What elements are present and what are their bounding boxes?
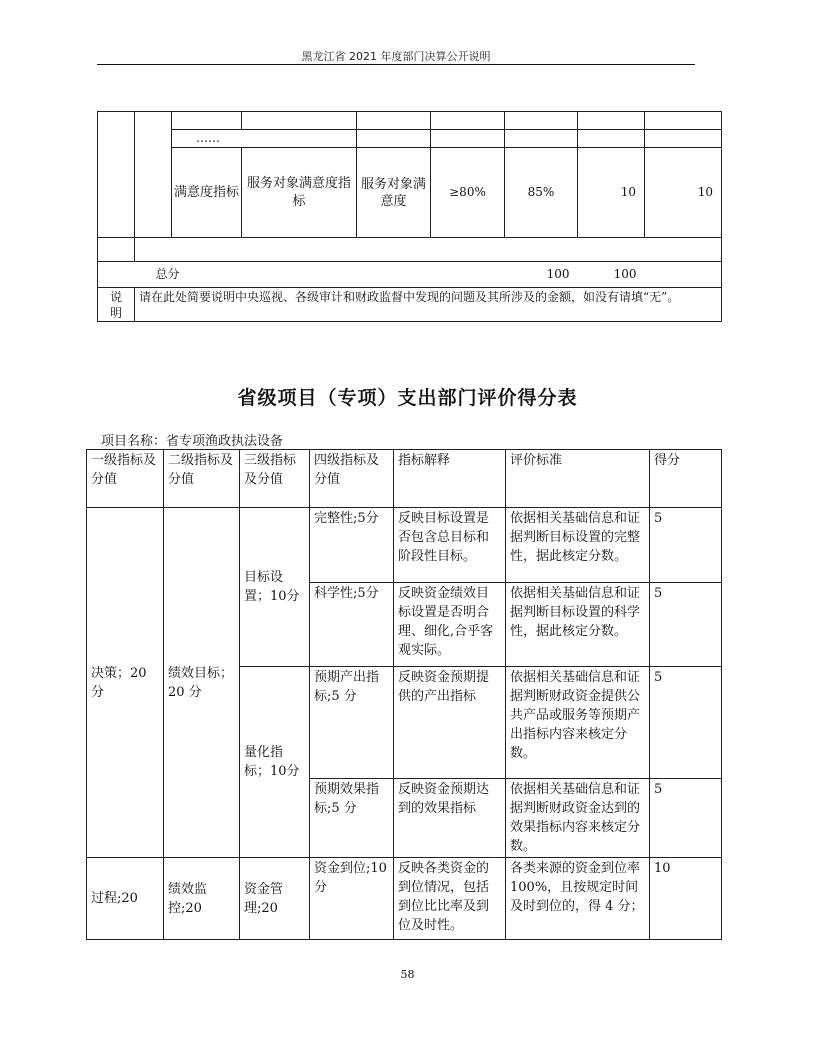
process-l3: 资金管理;20 — [240, 858, 310, 940]
row-explain: 反映目标设置是否包含总目标和阶段性目标。 — [394, 508, 506, 583]
note-text: 请在此处简要说明中央巡视、各级审计和财政监督中发现的问题及其所涉及的金额，如没有请填“无”。 — [135, 288, 722, 322]
process-score: 10 — [650, 858, 722, 940]
table-row — [87, 508, 722, 583]
page-title: 省级项目（专项）支出部门评价得分表 — [237, 387, 578, 409]
header-score: 得分 — [650, 450, 722, 508]
process-standard: 各类来源的资金到位率 100%，且按规定时间及时到位的，得 4 分； — [506, 858, 650, 940]
process-explain: 反映各类资金的到位情况，包括到位比比率及到位及时性。 — [394, 858, 506, 940]
process-l4: 资金到位;10 分 — [310, 858, 394, 940]
row-explain: 反映资金绩效目标设置是否明合理、细化,合乎客观实际。 — [394, 583, 506, 667]
row-standard: 依据相关基础信息和证据判断财政资金提供公共产品或服务等预期产出指标内容来核定分数。 — [506, 667, 650, 779]
table-row — [98, 130, 722, 148]
satisfaction-score: 10 — [645, 148, 722, 238]
row-standard: 依据相关基础信息和证据判断财政资金达到的效果指标内容来核定分数。 — [506, 779, 650, 858]
goal-l3: 目标设置；10分 — [240, 508, 310, 667]
row-standard: 依据相关基础信息和证据判断目标设置的科学性，据此核定分数。 — [506, 583, 650, 667]
header-standard: 评价标准 — [506, 450, 650, 508]
page-number: 58 — [400, 968, 415, 981]
ellipsis-cell: …… — [172, 130, 357, 148]
row-explain: 反映资金预期提供的产出指标 — [394, 667, 506, 779]
row-l4: 预期产出指标;5 分 — [310, 667, 394, 779]
page-header: 黑龙江省 2021 年度部门决算公开说明 — [301, 50, 491, 63]
total-row — [98, 262, 722, 288]
table-row — [98, 112, 722, 130]
decision-l1: 决策；20分 — [87, 508, 164, 858]
row-l4: 预期效果指标;5 分 — [310, 779, 394, 858]
decision-l2: 绩效目标；20 分 — [164, 508, 240, 858]
row-standard: 依据相关基础信息和证据判断目标设置的完整性，据此核定分数。 — [506, 508, 650, 583]
row-l4: 科学性;5分 — [310, 583, 394, 667]
note-row — [98, 288, 722, 322]
satisfaction-l2: 满意度指标 — [172, 148, 242, 238]
header-l2: 二级指标及分值 — [164, 450, 240, 508]
table-row — [98, 238, 722, 262]
total-score: 100 — [578, 262, 645, 288]
row-l4: 完整性;5分 — [310, 508, 394, 583]
satisfaction-weight: 10 — [578, 148, 645, 238]
total-label: 总分 — [155, 267, 180, 281]
header-l3: 三级指标及分值 — [240, 450, 310, 508]
satisfaction-l3: 服务对象满意度指标 — [242, 148, 357, 238]
header-l4: 四级指标及分值 — [310, 450, 394, 508]
header-row — [87, 450, 722, 508]
project-name: 项目名称：省专项渔政执法设备 — [101, 434, 284, 449]
table-row — [87, 858, 722, 940]
row-score: 5 — [650, 583, 722, 667]
row-score: 5 — [650, 508, 722, 583]
row-score: 5 — [650, 667, 722, 779]
satisfaction-indicator: 服务对象满意度 — [357, 148, 431, 238]
performance-table-continued — [97, 111, 722, 322]
quant-l3: 量化指标；10分 — [240, 667, 310, 858]
row-score: 5 — [650, 779, 722, 858]
row-explain: 反映资金预期达到的效果指标 — [394, 779, 506, 858]
note-label: 说明 — [98, 288, 135, 322]
scoring-table — [86, 449, 722, 940]
total-weight: 100 — [505, 262, 578, 288]
header-explain: 指标解释 — [394, 450, 506, 508]
process-l1: 过程;20 — [87, 858, 164, 940]
satisfaction-target: ≥80% — [431, 148, 505, 238]
table-row — [98, 148, 722, 238]
header-l1: 一级指标及分值 — [87, 450, 164, 508]
process-l2: 绩效监控;20 — [164, 858, 240, 940]
satisfaction-actual: 85% — [505, 148, 578, 238]
header-rule — [97, 64, 695, 65]
